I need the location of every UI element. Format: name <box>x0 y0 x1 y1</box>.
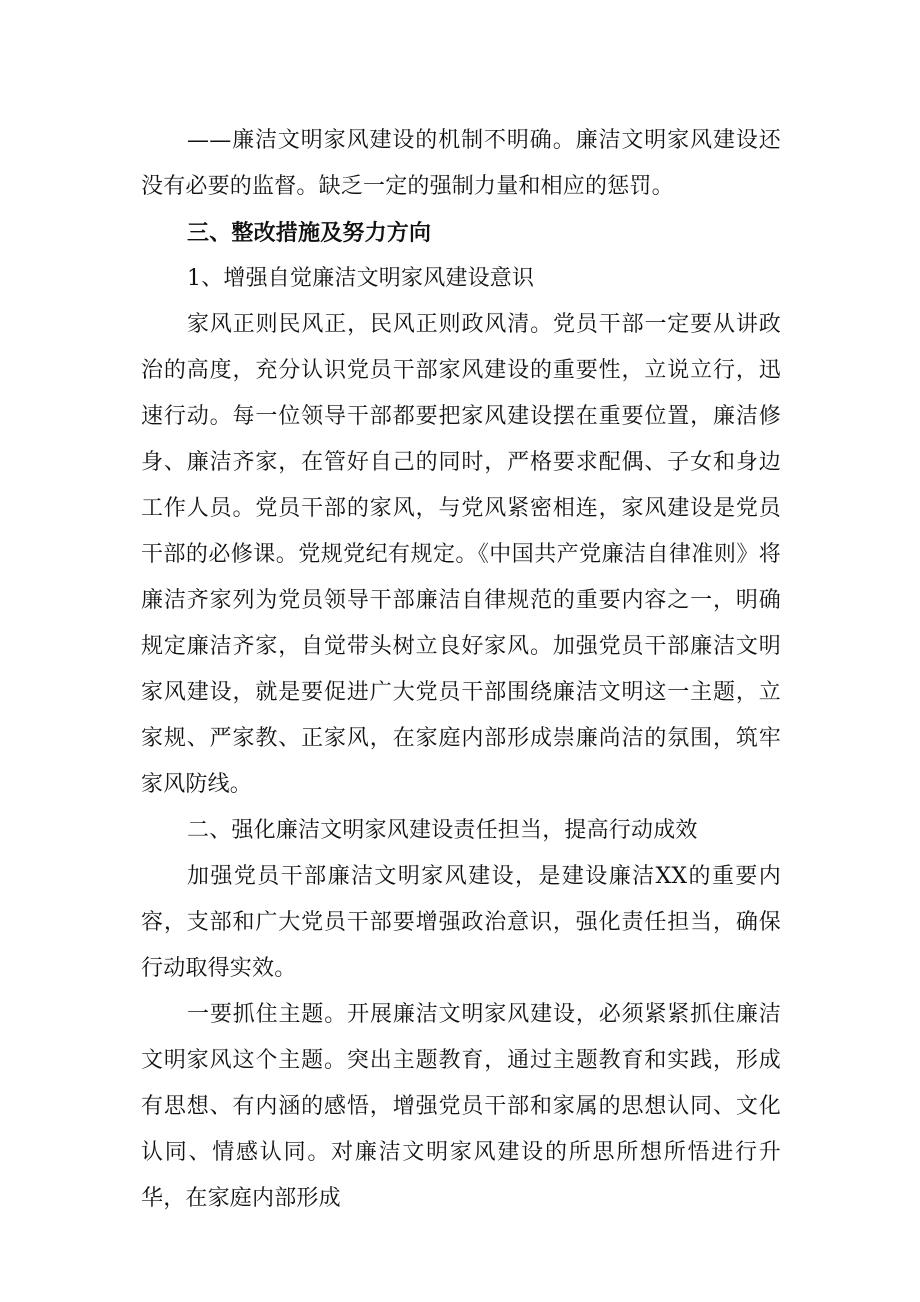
subheading-awareness: 1、增强自觉廉洁文明家风建设意识 <box>187 266 535 291</box>
paragraph-strengthen: 加强党员干部廉洁文明家风建设，是建设廉洁XX的重要内容，支部和广大党员干部要增强政治意识，强化责任担当，确保行动取得实效。 <box>141 864 781 981</box>
document-body <box>141 118 781 1222</box>
subheading-responsibility: 二、强化廉洁文明家风建设责任担当，提高行动成效 <box>187 818 698 843</box>
paragraph-family-style: 家风正则民风正，民风正则政风清。党员干部一定要从讲政治的高度，充分认识党员干部家风建设的重要性，立说立行，迅速行动。每一位领导干部都要把家风建设摆在重要位置，廉洁修身、廉洁齐家，在管好自己的同时，严格要求配偶、子女和身边工作人员。党员干部的家风，与党风紧密相连，家风建设是党员干部的必修课。党规党纪有规定。《中国共产党廉洁自律准则》将廉洁齐家列为党员领导干部廉洁自律规范的重要内容之一，明确规定廉洁齐家，自觉带头树立良好家风。加强党员干部廉洁文明家风建设，就是要促进广大党员干部围绕廉洁文明这一主题，立家规、严家教、正家风，在家庭内部形成崇廉尚洁的氛围，筑牢家风防线。 <box>141 312 781 797</box>
section-heading-rectification: 三、整改措施及努力方向 <box>187 220 432 246</box>
paragraph-mechanism-issue: ——廉洁文明家风建设的机制不明确。廉洁文明家风建设还没有必要的监督。缺乏一定的强制力量和相应的惩罚。 <box>141 128 781 199</box>
paragraph-grasp-theme: 一要抓住主题。开展廉洁文明家风建设，必须紧紧抓住廉洁文明家风这个主题。突出主题教育，通过主题教育和实践，形成有思想、有内涵的感悟，增强党员干部和家属的思想认同、文化认同、情感认同。对廉洁文明家风建设的所思所想所悟进行升华，在家庭内部形成 <box>141 1002 781 1211</box>
